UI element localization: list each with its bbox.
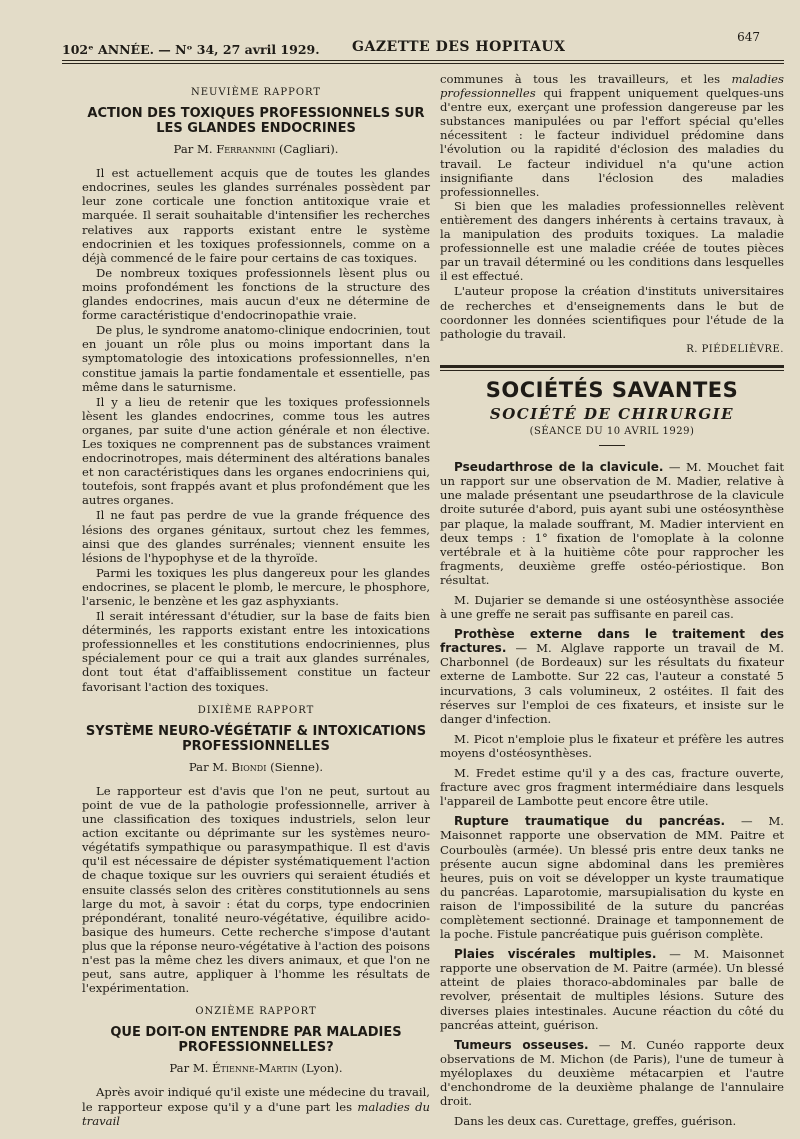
- issue-line: 102ᵉ ANNÉE. — Nᵒ 34, 27 avril 1929.: [62, 42, 320, 57]
- paragraph: Le rapporteur est d'avis que l'on ne peut, surtout au point de vue de la pathologie professionnelle, arriver à une classification des toxiques industriels, selon leur action excitante ou déprimante sur les systèmes neuro-végétatifs sympathique ou parasympathique. Il est d'avis qu'il est nécessaire de dépister systématiquement l'action de chaque toxique sur les ouvriers qui seraient étudiés et ensuite classés selon des critères constitutionnels au sens large du mot, à savoir : état du corps, type endocrinien prépondérant, tonalité neuro-végétative, équilibre acido-basique des humeurs. Cette recherche s'impose d'autant plus que la réponse neuro-végétative à l'action des poisons n'est pas la même chez les divers animaux, et que l'on ne peut, sans autre, appliquer à l'homme les résultats de l'expérimentation.: [82, 783, 430, 996]
- paragraph: Il y a lieu de retenir que les toxiques professionnels lèsent les glandes endocrines, comme tous les autres organes, par suite d'une action générale et non élective. Les toxiques ne comprennent pas de substances vraiment endocrinotropes, mais déterminent des altérations banales et non caractéristiques dans les organes endocriniens qui, toutefois, sont frappés avant et plus profondément que les autres organes.: [82, 394, 430, 508]
- report-9: [82, 86, 430, 694]
- author-place: (Cagliari).: [278, 142, 339, 157]
- page-number: 647: [737, 30, 760, 44]
- proceeding-entry: [440, 460, 784, 587]
- header-rule: [62, 60, 784, 61]
- paragraph: [82, 1085, 430, 1127]
- proceeding-entry: [440, 947, 784, 1032]
- entry-text: — M. Cunéo rapporte deux observations de M. Michon (de Paris), l'une de tumeur à myéloplaxes du deuxième métacarpien et l'autre d'enchondrome de la deuxième phalange de l'annulaire droit.: [440, 1037, 784, 1109]
- report-11: [82, 1005, 430, 1127]
- right-column: [440, 72, 784, 1134]
- report-title: SYSTÈME NEURO-VÉGÉTATIF & INTOXICATIONS PROFESSIONNELLES: [85, 723, 427, 754]
- report-title: QUE DOIT-ON ENTENDRE PAR MALADIES PROFESSIONNELLES?: [110, 1025, 402, 1056]
- italic-run: maladies du travail: [82, 1099, 430, 1128]
- proceeding-entry: [440, 766, 784, 808]
- entry-title: Tumeurs osseuses.: [454, 1037, 589, 1052]
- report-author: [82, 1061, 430, 1075]
- entry-text: — M. Maisonnet rapporte une observation de M. Paitre (armée). Un blessé atteint de plaies thoraco-abdominales par balle de revolver, présentait de multiples lésions. Suture des diverses plaies intestinales. Aucune réaction du côté du pancréas atteint, guérison.: [440, 947, 784, 1032]
- paragraph: L'auteur propose la création d'instituts universitaires de recherches et d'enseignements dans le but de coordonner les données scientifiques pour l'étude de la pathologie du travail.: [440, 284, 784, 341]
- report-author: [82, 142, 430, 156]
- report-label: NEUVIÈME RAPPORT: [190, 87, 322, 98]
- author-name: Biondi: [231, 759, 267, 774]
- left-column: [82, 72, 430, 1129]
- proceeding-entry: [440, 732, 784, 760]
- report-title: ACTION DES TOXIQUES PROFESSIONNELS SUR LES GLANDES ENDOCRINES: [87, 106, 425, 137]
- proceeding-entry: [440, 1038, 784, 1108]
- report-label: DIXIÈME RAPPORT: [197, 704, 315, 716]
- paragraph: Il serait intéressant d'étudier, sur la base de faits bien déterminés, les rapports existant entre les intoxications professionnelles et les constitutions endocriniennes, plus spécialement pour ce qui a trait aux glandes surrénales, dont tout état d'affaiblissement constitue un facteur favorisant l'action des toxiques.: [82, 609, 430, 694]
- report-author: [82, 760, 430, 774]
- author-prefix: Par M.: [173, 142, 213, 157]
- italic-run: maladies professionnelles: [440, 72, 784, 101]
- proceeding-entry: [440, 627, 784, 726]
- entry-title: Rupture traumatique du pancréas.: [454, 814, 726, 829]
- paragraph: Si bien que les maladies professionnelles relèvent entièrement des dangers inhérents à certains travaux, à la manipulation des produits toxiques. La maladie professionnelle est une maladie créée de toutes pièces par un travail déterminé ou les conditions dans lesquelles il est effectué.: [440, 198, 784, 284]
- text-run: qui frappent uniquement quelques-uns d'entre eux, exerçant une profession dangereuse par les substances manipulées ou par l'effort spécial qu'elles nécessitent : le facteur individuel prédomine dans l'évolution ou la rapidité d'éclosion des maladies du travail. Le facteur individuel n'a qu'une action insignifiante dans l'éclosion des maladies professionnelles.: [440, 86, 785, 199]
- author-name: Étienne-Martin: [212, 1061, 298, 1076]
- section-rule-thin: [440, 370, 784, 371]
- entry-text: Dans les deux cas. Curettage, greffes, guérison.: [454, 1114, 737, 1129]
- report-label: ONZIÈME RAPPORT: [195, 1006, 317, 1018]
- entry-text: M. Dujarier se demande si une ostéosynthèse associée à une greffe ne serait pas suffisante en pareil cas.: [440, 593, 784, 622]
- running-head: [62, 30, 780, 60]
- author-name: Ferrannini: [216, 142, 276, 157]
- continued-paragraph: [440, 72, 784, 199]
- journal-title: GAZETTE DES HOPITAUX: [352, 39, 566, 55]
- entry-text: — M. Alglave rapporte un travail de M. Charbonnel (de Bordeaux) sur les résultats du fixateur externe de Lambotte. Sur 22 cas, l'auteur a constaté 5 incurvations, 3 cals volumineux, 2 ostéites. Il fait des réserves sur l'emploi de ces fixateurs, et insiste sur le danger d'infection.: [440, 641, 784, 726]
- entry-title: Prothèse externe dans le traitement des fractures.: [440, 627, 784, 656]
- entry-text: — M. Mouchet fait un rapport sur une observation de M. Madier, relative à une malade présentant une pseudarthrose de la clavicule droite suturée d'abord, puis ayant subi une ostéosynthèse par plaque, la malade souffrant, M. Madier intervient en deux temps : 1° fixation de l'omoplate à la colonne vertébrale et à la huitième côte pour rapprocher les fragments, deuxième greffe ostéo-périostique. Bon résultat.: [440, 460, 784, 587]
- entry-text: M. Picot n'emploie plus le fixateur et préfère les autres moyens d'ostéosynthèses.: [440, 731, 784, 760]
- author-place: (Lyon).: [301, 1061, 343, 1076]
- signature: R. PIÉDELIÈVRE.: [686, 343, 784, 355]
- entry-title: Plaies viscérales multiples.: [454, 947, 657, 962]
- paragraph: De plus, le syndrome anatomo-clinique endocrinien, tout en jouant un rôle plus ou moins important dans la symptomatologie des intoxications professionnelles, n'en constitue jamais la partie fondamentale et essentielle, pas même dans le saturnisme.: [82, 323, 430, 394]
- paragraph: Il ne faut pas perdre de vue la grande fréquence des lésions des organes génitaux, surtout chez les femmes, ainsi que des glandes surrénales; viennent ensuite les lésions de l'hypophyse et de la thyroïde.: [82, 508, 430, 565]
- text-run: communes à tous les travailleurs, et les: [440, 72, 721, 86]
- proceeding-entry: [440, 593, 784, 621]
- paragraph: Parmi les toxiques les plus dangereux pour les glandes endocrines, se placent le plomb, le mercure, le phosphore, l'arsenic, le benzène et les gaz asphyxiants.: [82, 565, 430, 608]
- entry-text: M. Fredet estime qu'il y a des cas, fracture ouverte, fracture avec gros fragment intermédiaire dans lesquels l'appareil de Lambotte peut encore être utile.: [440, 766, 784, 809]
- entry-title: Pseudarthrose de la clavicule.: [454, 460, 664, 475]
- report-10: [82, 704, 430, 996]
- society-title: SOCIÉTÉ DE CHIRURGIE: [489, 404, 735, 423]
- author-place: (Sienne).: [270, 759, 324, 774]
- proceeding-entry: [440, 1114, 784, 1128]
- section-rule-thick: [440, 365, 784, 368]
- paragraph: Il est actuellement acquis que de toutes les glandes endocrines, seules les glandes surrénales possèdent par leur zone corticale une fonction antitoxique vraie et marquée. Il serait souhaitable d'intensifier les recherches relatives aux rapports existant entre le système endocrinien et les toxiques professionnels, comme on a déjà commencé de le faire pour certains de cas toxiques.: [82, 166, 430, 265]
- author-prefix: Par M.: [169, 1061, 209, 1076]
- header-rule-lower: [62, 63, 784, 64]
- proceeding-entry: [440, 814, 784, 941]
- short-rule: [599, 445, 625, 446]
- section-heading: SOCIÉTÉS SAVANTES: [485, 377, 739, 402]
- session-date: (SÉANCE DU 10 AVRIL 1929): [529, 426, 695, 438]
- entry-text: — M. Maisonnet rapporte une observation de MM. Paitre et Courboulès (armée). Un blessé pris entre deux tanks ne présente aucun signe abdominal dans les premières heures, puis on voit se développer un kyste traumatique du pancréas. Laparotomie, marsupialisation du kyste en raison de l'impossibilité de la suture du pancréas complètement sectionné. Drainage et tamponnement de la poche. Fistule pancréatique puis guérison complète.: [440, 814, 784, 942]
- paragraph: De nombreux toxiques professionnels lèsent plus ou moins profondément les fonctions de la structure des glandes endocrines, mais aucun d'eux ne détermine de forme caractéristique d'endocrinopathie vraie.: [82, 265, 430, 323]
- author-prefix: Par M.: [188, 759, 228, 774]
- text-run: Après avoir indiqué qu'il existe une médecine du travail, le rapporteur expose qu'il y a d'une part les: [82, 1085, 430, 1114]
